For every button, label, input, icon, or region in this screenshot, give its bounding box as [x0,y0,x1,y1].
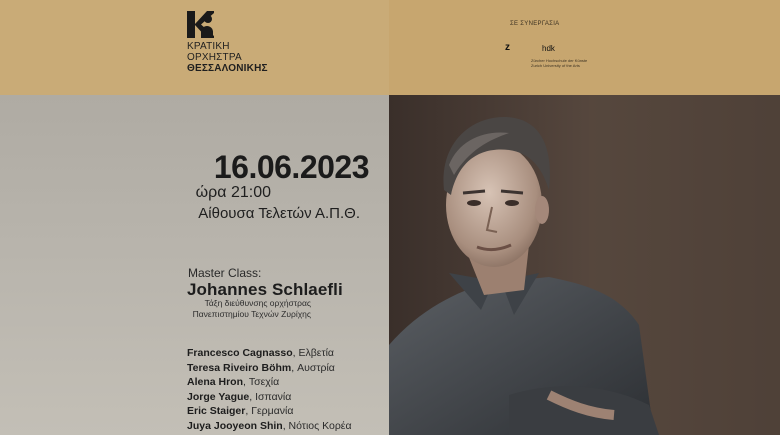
partner-subtitle-de: Zürcher Hochschule der Künste [531,58,588,63]
partner-logo-hdk: hdk [542,44,555,53]
partner-subtitle [531,58,587,68]
organizer-line-2: ΟΡΧΗΣΤΡΑ [187,52,242,63]
participant-item [187,404,352,419]
event-date: 16.06.2023 [213,149,369,185]
participant-name: Teresa Riveiro Böhm [187,361,292,374]
masterclass-label: Master Class: [188,266,262,280]
conductor-portrait-image [389,95,780,435]
participant-item [187,346,352,361]
participant-country: , Τσεχία [243,376,280,389]
participant-item [187,419,352,434]
masterclass-conductor: Johannes Schlaefli [187,280,343,299]
event-time: ώρα 21:00 [195,184,271,201]
participant-name: Juya Jooyeon Shin [187,419,283,432]
participant-name: Alena Hron [187,376,244,389]
participant-country: , Ισπανία [249,390,292,403]
participant-country: , Γερμανία [245,405,294,418]
participant-item [187,390,352,405]
masterclass-description [0,298,311,320]
participant-name: Francesco Cagnasso [187,347,293,359]
event-venue: Αίθουσα Τελετών Α.Π.Θ. [198,205,360,222]
participants-list [187,346,352,434]
partner-logo-z: z [505,42,510,53]
masterclass-desc-line-1: Τάξη διεύθυνσης ορχήστρας [204,298,311,308]
participant-item [187,361,352,376]
partner-caption: ΣΕ ΣΥΝΕΡΓΑΣΙΑ [510,21,560,27]
organizer-line-3: ΘΕΣΣΑΛΟΝΙΚΗΣ [187,63,268,74]
participant-country: , Νότιος Κορέα [282,419,352,432]
partner-subtitle-en: Zurich University of the Arts [531,63,580,68]
participant-name: Jorge Yague [187,390,250,403]
organizer-line-1: ΚΡΑΤΙΚΗ [187,41,230,52]
header-band-right [389,0,780,95]
participant-country: , Ελβετία [292,347,334,359]
participant-item [187,375,352,390]
masterclass-desc-line-2: Πανεπιστημίου Τεχνών Ζυρίχης [192,309,311,319]
orchestra-logo-icon [187,11,214,38]
portrait-photo [389,95,780,435]
participant-country: , Αυστρία [291,361,335,374]
organizer-name [187,41,268,74]
participant-name: Eric Staiger [187,405,246,418]
